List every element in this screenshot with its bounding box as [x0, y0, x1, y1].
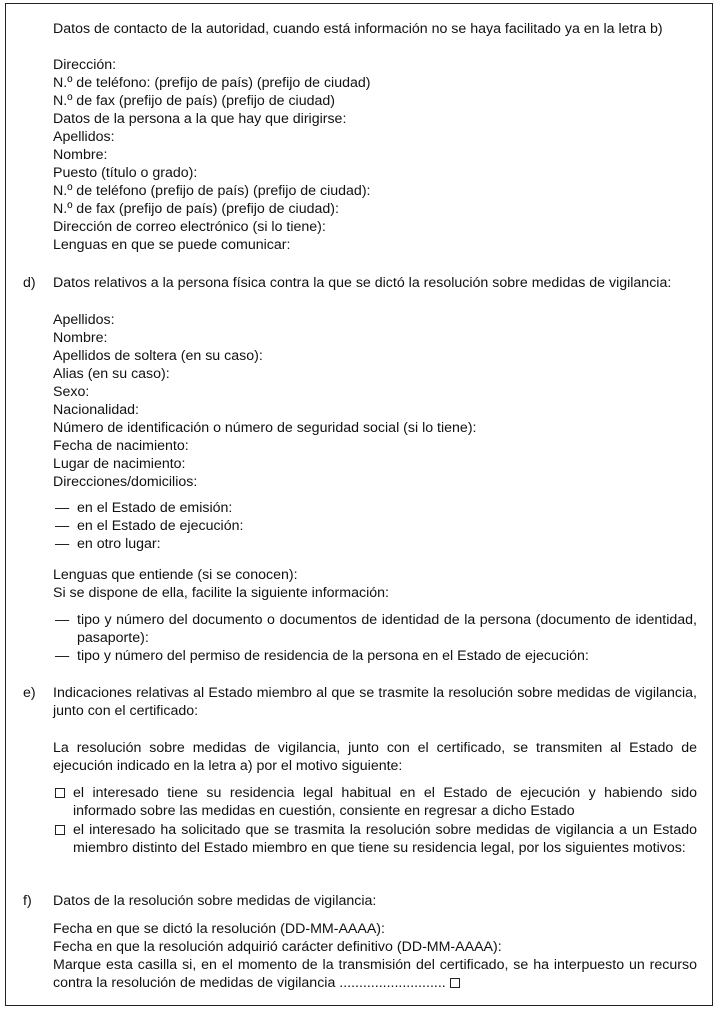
dash-bullet: — [55, 500, 70, 516]
checkbox-icon [55, 825, 65, 835]
dash-bullet: — [55, 536, 70, 552]
field-fax: N.º de fax (prefijo de país) (prefijo de ciudad) [53, 93, 335, 109]
dash-bullet: — [55, 518, 70, 534]
person-name: Nombre: [53, 330, 108, 346]
date-issued: Fecha en que se dictó la resolución (DD-MM-AAAA): [53, 921, 385, 937]
field-email: Dirección de correo electrónico (si lo tiene): [53, 219, 326, 235]
section-e-title: Indicaciones relativas al Estado miembro al que se trasmite la resolución sobre medidas de vigilancia, junto con el certificado: [53, 685, 697, 719]
field-languages: Lenguas en que se puede comunicar: [53, 237, 291, 253]
checkbox-icon [55, 788, 65, 798]
person-languages: Lenguas que entiende (si se conocen): [53, 567, 298, 583]
field-contact-phone: N.º de teléfono (prefijo de país) (prefijo de ciudad): [53, 183, 371, 199]
appeal-checkbox[interactable] [450, 978, 460, 988]
address-executing-state: en el Estado de ejecución: [77, 518, 244, 534]
field-surname: Apellidos: [53, 129, 115, 145]
person-alias: Alias (en su caso): [53, 366, 170, 382]
address-elsewhere: en otro lugar: [77, 536, 161, 552]
section-f-letter: f) [23, 893, 32, 909]
appeal-statement [53, 956, 697, 992]
info-prompt: Si se dispone de ella, facilite la siguiente información: [53, 585, 389, 601]
person-surname: Apellidos: [53, 312, 115, 328]
field-contact-person: Datos de la persona a la que hay que dirigirse: [53, 111, 347, 127]
section-f-title: Datos de la resolución sobre medidas de vigilancia: [53, 893, 377, 909]
option-2-checkbox[interactable] [55, 821, 65, 839]
person-birth-date: Fecha de nacimiento: [53, 438, 189, 454]
field-phone: N.º de teléfono: (prefijo de país) (prefijo de ciudad) [53, 75, 371, 91]
person-id-number: Número de identificación o número de seguridad social (si lo tiene): [53, 420, 477, 436]
person-addresses: Direcciones/domicilios: [53, 474, 198, 490]
person-birth-place: Lugar de nacimiento: [53, 456, 186, 472]
section-d-title: Datos relativos a la persona física contra la que se dictó la resolución sobre medidas de vigilancia: [53, 275, 672, 291]
person-maiden-name: Apellidos de soltera (en su caso): [53, 348, 263, 364]
authority-intro: Datos de contacto de la autoridad, cuando está información no se haya facilitado ya en la letra b) [53, 21, 663, 37]
dash-bullet: — [55, 612, 70, 628]
person-sex: Sexo: [53, 384, 90, 400]
option-2-text: el interesado ha solicitado que se trasmita la resolución sobre medidas de vigilancia a un Estado miembro distinto del Estado miembro en que tiene su residencia legal, por los siguientes motivos: [73, 822, 697, 856]
option-1-text: el interesado tiene su residencia legal habitual en el Estado de ejecución y habiendo sido informado sobre las medidas en cuestión, consiente en regresar a dicho Estado [73, 785, 697, 819]
field-address: Dirección: [53, 57, 117, 73]
dash-bullet: — [55, 648, 70, 664]
section-e-paragraph: La resolución sobre medidas de vigilancia, junto con el certificado, se transmiten al Estado de ejecución indicado en la letra a) por el motivo siguiente: [53, 740, 697, 774]
field-name: Nombre: [53, 147, 108, 163]
option-1-checkbox[interactable] [55, 784, 65, 802]
doc-residence-permit: tipo y número del permiso de residencia de la persona en el Estado de ejecución: [77, 648, 589, 664]
field-contact-fax: N.º de fax (prefijo de país) (prefijo de ciudad): [53, 201, 339, 217]
date-final: Fecha en que la resolución adquirió carácter definitivo (DD-MM-AAAA): [53, 939, 502, 955]
person-nationality: Nacionalidad: [53, 402, 139, 418]
field-position: Puesto (título o grado): [53, 165, 198, 181]
address-issuing-state: en el Estado de emisión: [77, 500, 233, 516]
doc-identity: tipo y número del documento o documentos de identidad de la persona (documento de identidad, pasaporte): [77, 612, 697, 646]
section-d-letter: d) [23, 275, 36, 291]
appeal-text: Marque esta casilla si, en el momento de la transmisión del certificado, se ha interpuesto un recurso contra la resolución de medidas de vigilancia ........................... [53, 957, 697, 991]
section-e-letter: e) [23, 685, 36, 701]
